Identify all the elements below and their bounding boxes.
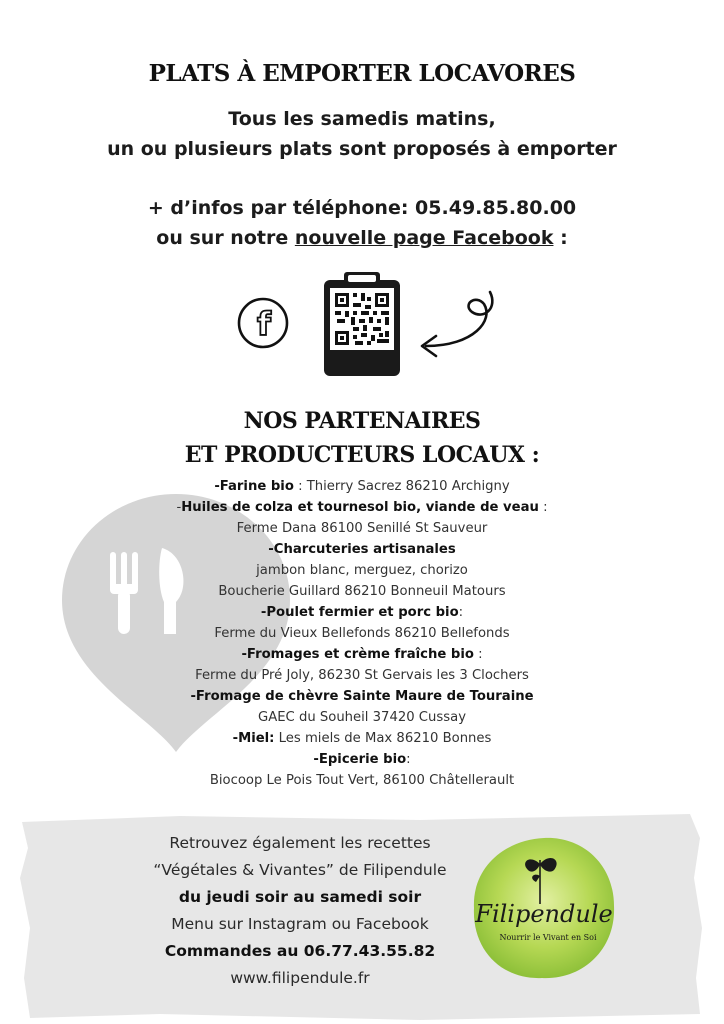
partner-detail: GAEC du Souheil 37420 Cussay bbox=[257, 710, 467, 725]
partner-category: -Fromages et crème fraîche bio bbox=[241, 647, 474, 662]
partner-separator: : bbox=[473, 647, 483, 662]
partner-category: -Poulet fermier et porc bio bbox=[260, 605, 459, 620]
partner-line bbox=[0, 644, 724, 665]
page-title: PLATS À EMPORTER LOCAVORES bbox=[148, 60, 576, 87]
contact-text bbox=[0, 193, 724, 253]
partners-title-line-1: NOS PARTENAIRES bbox=[243, 408, 481, 434]
footer-order-phone: Commandes au 06.77.43.55.82 bbox=[164, 942, 436, 960]
filipendule-logo bbox=[470, 834, 618, 982]
partner-separator: : bbox=[406, 752, 411, 767]
partner-detail: Ferme du Pré Joly, 86230 St Gervais les 3 Clochers bbox=[195, 668, 529, 683]
partner-category: -Farine bio bbox=[214, 479, 294, 494]
partners-title-line-2: ET PRODUCTEURS LOCAUX : bbox=[184, 442, 540, 468]
footer-line-3 bbox=[100, 884, 500, 911]
partner-detail: Les miels de Max 86210 Bonnes bbox=[278, 731, 492, 746]
footer-line-2: “Végétales & Vivantes” de Filipendule bbox=[153, 861, 447, 879]
partner-category: -Miel: bbox=[232, 731, 275, 746]
phone-line: + d’infos par téléphone: 05.49.85.80.00 bbox=[147, 197, 577, 219]
partner-line bbox=[0, 602, 724, 623]
facebook-suffix: : bbox=[553, 227, 568, 249]
intro-text bbox=[0, 104, 724, 164]
partner-detail: jambon blanc, merguez, chorizo bbox=[256, 563, 468, 578]
partners-list bbox=[0, 476, 724, 791]
partner-detail: Ferme Dana 86100 Senillé St Sauveur bbox=[236, 521, 488, 536]
partner-detail: Ferme du Vieux Bellefonds 86210 Bellefonds bbox=[214, 626, 510, 641]
partner-category: -Epicerie bio bbox=[313, 752, 407, 767]
partner-line bbox=[0, 686, 724, 707]
intro-line-1: Tous les samedis matins, bbox=[228, 108, 496, 130]
partner-category: Huiles de colza et tournesol bio, viande de veau bbox=[181, 500, 539, 515]
partner-detail: Biocoop Le Pois Tout Vert, 86100 Châtellerault bbox=[209, 773, 515, 788]
partner-category: -Fromage de chèvre Sainte Maure de Touraine bbox=[190, 689, 534, 704]
partner-prefix: - bbox=[176, 500, 182, 515]
facebook-icon[interactable] bbox=[236, 296, 290, 350]
facebook-prefix: ou sur notre bbox=[156, 227, 295, 249]
partner-separator: : bbox=[293, 479, 307, 494]
curly-arrow-icon bbox=[414, 286, 504, 360]
footer-line-1: Retrouvez également les recettes bbox=[169, 834, 431, 852]
partners-title bbox=[0, 404, 724, 472]
intro-line-2: un ou plusieurs plats sont proposés à emporter bbox=[107, 138, 617, 160]
partner-detail: Boucherie Guillard 86210 Bonneuil Matours bbox=[218, 584, 506, 599]
footer-text bbox=[100, 830, 500, 992]
footer-website-link[interactable]: www.filipendule.fr bbox=[230, 969, 370, 987]
partner-line bbox=[0, 539, 724, 560]
facebook-letter: f bbox=[257, 305, 271, 343]
logo-tagline: Nourrir le Vivant en Soi bbox=[499, 933, 597, 942]
partner-line bbox=[0, 476, 724, 497]
partner-detail: Thierry Sacrez 86210 Archigny bbox=[306, 479, 510, 494]
partner-line bbox=[0, 497, 724, 518]
partner-category: -Charcuteries artisanales bbox=[268, 542, 456, 557]
partner-line bbox=[0, 749, 724, 770]
partner-separator: : bbox=[458, 605, 464, 620]
footer-line-5 bbox=[100, 938, 500, 965]
logo-wordmark: Filipendule bbox=[475, 900, 613, 928]
facebook-page-link[interactable]: nouvelle page Facebook bbox=[294, 227, 554, 249]
qr-code-icon[interactable] bbox=[322, 270, 402, 378]
partner-line bbox=[0, 728, 724, 749]
footer-hours: du jeudi soir au samedi soir bbox=[178, 888, 422, 906]
facebook-line bbox=[0, 223, 724, 253]
footer-line-4: Menu sur Instagram ou Facebook bbox=[171, 915, 429, 933]
partner-separator: : bbox=[538, 500, 548, 515]
